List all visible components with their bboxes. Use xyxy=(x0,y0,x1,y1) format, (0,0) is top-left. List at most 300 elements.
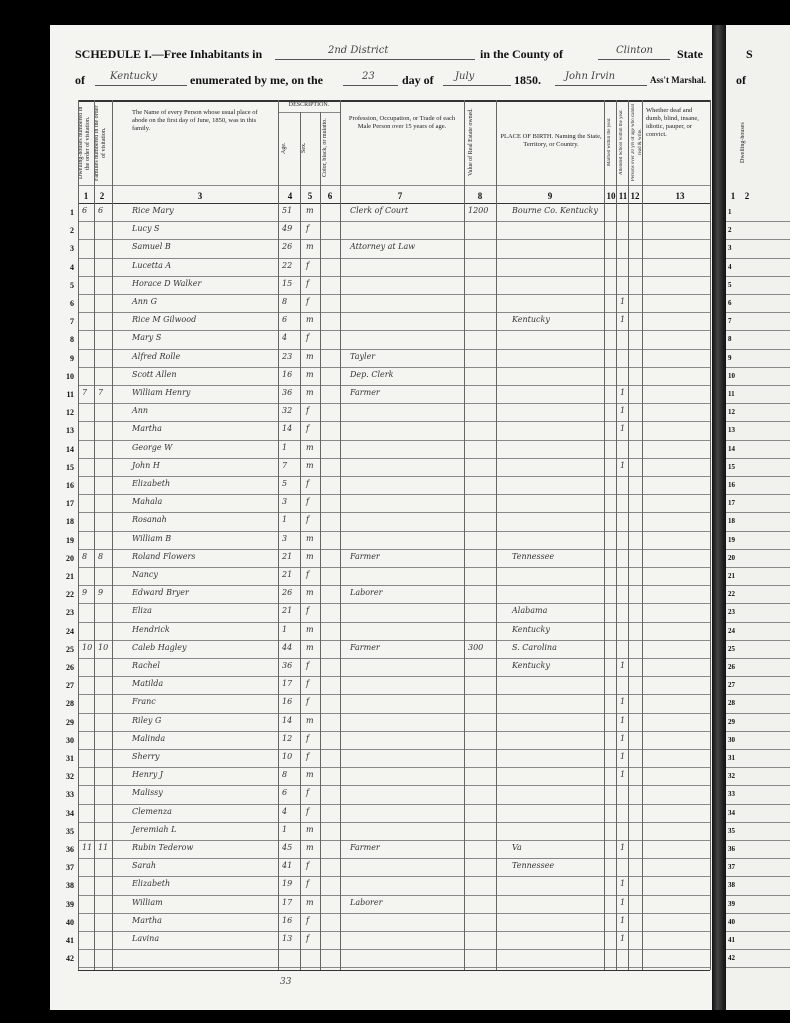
table-row xyxy=(50,221,712,239)
school-mark: 1 xyxy=(620,843,626,852)
table-row xyxy=(50,840,712,858)
table-row xyxy=(50,549,712,567)
sex-value: f xyxy=(306,752,309,761)
school-mark: 1 xyxy=(620,697,626,707)
adjacent-row-number: 25 xyxy=(728,644,735,653)
adjacent-state-label: S xyxy=(746,47,753,61)
sex-value: m xyxy=(306,242,314,252)
enumerated-label: enumerated by me, on the xyxy=(190,73,323,87)
col-illiterate-header: Persons over 20 yrs of age who cannot read & write. xyxy=(631,103,643,181)
table-row xyxy=(50,694,712,712)
person-name: Caleb Hagley xyxy=(132,642,187,652)
row-number: 28 xyxy=(66,699,74,709)
age-value: 21 xyxy=(282,606,293,616)
table-row xyxy=(50,385,712,403)
col-number-6: 6 xyxy=(327,191,333,201)
adjacent-row-number: 7 xyxy=(728,317,732,326)
adjacent-row-rule xyxy=(726,221,790,222)
adjacent-row-number: 18 xyxy=(728,517,735,526)
dwelling-number: 11 xyxy=(82,843,93,852)
occupation-value: Laborer xyxy=(350,897,383,907)
adjacent-row-number: 42 xyxy=(728,954,735,963)
adjacent-row-rule xyxy=(726,822,790,823)
adjacent-row-rule xyxy=(726,294,790,295)
table-row xyxy=(50,785,712,803)
col-occupation-header: Profession, Occupation, or Trade of each Male Person over 15 years of age. xyxy=(348,115,456,130)
age-value: 17 xyxy=(282,897,293,907)
age-value: 13 xyxy=(282,934,293,943)
person-name: Franc xyxy=(132,697,156,707)
table-row xyxy=(50,512,712,530)
adjacent-row-rule xyxy=(726,458,790,459)
person-name: Rosanah xyxy=(132,515,167,525)
sex-value: f xyxy=(306,424,309,434)
person-name: John H xyxy=(132,460,160,470)
row-number: 14 xyxy=(66,444,74,454)
birthplace-value: Kentucky xyxy=(512,661,550,670)
row-number: 42 xyxy=(66,954,74,964)
sex-value: f xyxy=(306,515,309,525)
age-value: 16 xyxy=(282,697,293,707)
person-name: Jeremiah L xyxy=(132,824,177,834)
adjacent-row-rule xyxy=(726,367,790,368)
sex-value: m xyxy=(306,588,314,598)
adjacent-row-number: 6 xyxy=(728,299,732,307)
age-value: 16 xyxy=(282,369,293,379)
adjacent-row-number: 28 xyxy=(728,699,735,708)
sex-value: m xyxy=(306,351,314,361)
adjacent-row-number: 26 xyxy=(728,663,735,671)
person-name: Ann xyxy=(132,406,149,416)
row-number: 35 xyxy=(66,826,74,836)
col-number-3: 3 xyxy=(197,191,203,201)
table-row xyxy=(50,895,712,913)
table-row xyxy=(50,658,712,676)
column-rule xyxy=(78,100,79,970)
col-number-2: 2 xyxy=(99,191,105,201)
family-number: 6 xyxy=(98,206,104,215)
adjacent-row-number: 8 xyxy=(728,335,732,344)
col-name-header: The Name of every Person whose usual place of abode on the first day of June, 1850, was in this family. xyxy=(132,109,258,132)
age-value: 5 xyxy=(282,479,288,488)
row-number: 22 xyxy=(66,590,74,600)
row-number: 11 xyxy=(66,390,74,399)
family-number: 11 xyxy=(98,843,109,852)
sex-value: m xyxy=(306,369,314,379)
family-number: 7 xyxy=(98,388,104,397)
school-mark: 1 xyxy=(620,661,626,670)
person-name: Alfred Rolle xyxy=(132,351,181,361)
sex-value: f xyxy=(306,224,309,234)
age-value: 15 xyxy=(282,278,293,288)
school-mark: 1 xyxy=(620,879,626,889)
row-number: 33 xyxy=(66,790,74,800)
adjacent-row-number: 40 xyxy=(728,917,735,926)
sex-value: f xyxy=(306,570,309,579)
table-row xyxy=(50,294,712,312)
table-row xyxy=(50,367,712,385)
adjacent-row-number: 22 xyxy=(728,590,735,599)
adjacent-row-rule xyxy=(726,785,790,786)
col-number-11: 11 xyxy=(618,191,628,201)
family-number: 10 xyxy=(98,642,109,652)
table-row xyxy=(50,858,712,876)
occupation-value: Clerk of Court xyxy=(350,206,409,215)
census-sheet xyxy=(50,25,712,1010)
col-realestate-header: Value of Real Estate owned. xyxy=(468,108,474,176)
table-row xyxy=(50,731,712,749)
adjacent-row-number: 32 xyxy=(728,772,735,781)
realestate-value: 1200 xyxy=(468,206,489,215)
school-mark: 1 xyxy=(620,715,626,725)
adjacent-row-rule xyxy=(726,476,790,477)
school-mark: 1 xyxy=(620,915,626,925)
age-value: 21 xyxy=(282,551,293,561)
row-number: 24 xyxy=(66,626,74,636)
adjacent-row-number: 11 xyxy=(728,390,735,398)
adjacent-row-number: 9 xyxy=(728,353,732,362)
sex-value: f xyxy=(306,806,309,816)
sex-value: m xyxy=(306,770,314,780)
table-row xyxy=(50,239,712,257)
birthplace-value: Bourne Co. Kentucky xyxy=(512,206,598,215)
school-mark: 1 xyxy=(620,424,626,434)
adjacent-row-rule xyxy=(726,658,790,659)
sex-value: f xyxy=(306,278,309,288)
birthplace-value: Tennessee xyxy=(512,551,555,561)
col-number-9: 9 xyxy=(547,191,553,201)
adjacent-row-rule xyxy=(726,931,790,932)
adjacent-row-rule xyxy=(726,567,790,568)
row-number: 21 xyxy=(66,572,74,581)
table-row xyxy=(50,203,712,221)
adjacent-row-number: 15 xyxy=(728,462,735,471)
age-value: 14 xyxy=(282,715,293,725)
row-number: 3 xyxy=(70,244,74,254)
dwelling-number: 7 xyxy=(82,388,88,397)
occupation-value: Farmer xyxy=(350,388,380,397)
adjacent-row-rule xyxy=(726,585,790,586)
table-row xyxy=(50,258,712,276)
row-number: 8 xyxy=(70,335,74,345)
person-name: Eliza xyxy=(132,606,152,616)
school-mark: 1 xyxy=(620,897,626,907)
adjacent-row-number: 3 xyxy=(728,244,732,253)
table-row xyxy=(50,421,712,439)
row-number: 32 xyxy=(66,772,74,782)
table-row xyxy=(50,931,712,949)
sex-value: f xyxy=(306,406,309,416)
census-table xyxy=(50,25,712,1010)
sex-value: f xyxy=(306,788,309,798)
adjacent-row-number: 13 xyxy=(728,426,735,435)
table-row xyxy=(50,603,712,621)
county-value: Clinton xyxy=(616,45,653,56)
col-description-header: DESCRIPTION. xyxy=(288,102,330,108)
person-name: Malissy xyxy=(132,788,163,798)
adjacent-row-number: 34 xyxy=(728,808,735,817)
adjacent-row-rule xyxy=(726,858,790,859)
occupation-value: Farmer xyxy=(350,551,380,561)
adjacent-row-rule xyxy=(726,239,790,240)
month-value: July xyxy=(455,71,475,82)
school-mark: 1 xyxy=(620,460,626,470)
adjacent-row-rule xyxy=(726,876,790,877)
person-name: Martha xyxy=(132,424,162,434)
age-value: 6 xyxy=(282,315,288,325)
row-number: 19 xyxy=(66,535,74,545)
dwelling-number: 9 xyxy=(82,588,88,598)
col-family-header: Families numbered in the order of visitation. xyxy=(94,105,107,181)
age-value: 3 xyxy=(282,533,288,543)
age-value: 22 xyxy=(282,260,293,270)
sex-value: m xyxy=(306,824,314,834)
column-rule xyxy=(616,100,617,970)
table-row xyxy=(50,403,712,421)
row-number: 38 xyxy=(66,881,74,891)
occupation-value: Farmer xyxy=(350,642,380,652)
table-row xyxy=(50,440,712,458)
day-value: 23 xyxy=(362,71,375,82)
age-value: 3 xyxy=(282,497,288,507)
birthplace-value: Kentucky xyxy=(512,315,550,325)
person-name: Henry J xyxy=(132,770,163,780)
adjacent-row-rule xyxy=(726,385,790,386)
adjacent-row-number: 37 xyxy=(728,863,735,872)
adjacent-row-rule xyxy=(726,676,790,677)
row-number: 18 xyxy=(66,517,74,527)
person-name: Sherry xyxy=(132,752,160,761)
person-name: Lucy S xyxy=(132,224,160,234)
column-rule xyxy=(278,100,279,970)
adjacent-sheet xyxy=(726,25,790,1010)
adjacent-row-rule xyxy=(726,640,790,641)
age-value: 8 xyxy=(282,297,288,306)
person-name: Rice Mary xyxy=(132,206,174,215)
year-label: 1850. xyxy=(514,73,541,87)
sex-value: m xyxy=(306,843,314,852)
age-value: 14 xyxy=(282,424,293,434)
adjacent-row-number: 4 xyxy=(728,262,732,271)
row-number: 25 xyxy=(66,644,74,654)
age-value: 19 xyxy=(282,879,293,889)
row-number: 12 xyxy=(66,408,74,418)
page-number: 33 xyxy=(280,977,292,987)
age-value: 36 xyxy=(282,661,293,670)
adjacent-row-rule xyxy=(726,403,790,404)
sex-value: m xyxy=(306,206,314,215)
adjacent-row-rule xyxy=(726,312,790,313)
age-value: 17 xyxy=(282,679,293,689)
age-value: 1 xyxy=(282,515,288,525)
row-number: 10 xyxy=(66,371,74,381)
school-mark: 1 xyxy=(620,315,626,325)
description-rule xyxy=(278,112,340,113)
school-mark: 1 xyxy=(620,770,626,780)
row-number: 40 xyxy=(66,917,74,927)
table-row xyxy=(50,713,712,731)
column-rule xyxy=(642,100,643,970)
adjacent-row-number: 39 xyxy=(728,899,735,908)
adjacent-col-number-2: 2 xyxy=(744,191,750,201)
family-number: 9 xyxy=(98,588,104,598)
adjacent-row-rule xyxy=(726,840,790,841)
adjacent-row-rule xyxy=(726,603,790,604)
sex-value: f xyxy=(306,879,309,889)
adjacent-row-rule xyxy=(726,767,790,768)
age-value: 36 xyxy=(282,388,293,397)
occupation-value: Laborer xyxy=(350,588,383,598)
adjacent-row-rule xyxy=(726,949,790,950)
row-number: 4 xyxy=(70,262,74,272)
col-school-header: Attended School within the year. xyxy=(619,109,624,175)
person-name: Samuel B xyxy=(132,242,171,252)
adjacent-row-number: 24 xyxy=(728,626,735,635)
occupation-value: Farmer xyxy=(350,843,380,852)
sex-value: f xyxy=(306,333,309,343)
sex-value: m xyxy=(306,460,314,470)
person-name: Lavina xyxy=(132,934,160,943)
age-value: 23 xyxy=(282,351,293,361)
age-value: 16 xyxy=(282,915,293,925)
adjacent-row-number: 12 xyxy=(728,408,735,417)
district-value: 2nd District xyxy=(328,45,389,56)
person-name: Ann G xyxy=(132,297,158,306)
adjacent-row-rule xyxy=(726,421,790,422)
sex-value: m xyxy=(306,715,314,725)
row-number: 27 xyxy=(66,681,74,691)
sex-value: f xyxy=(306,297,309,306)
adjacent-row-rule xyxy=(726,804,790,805)
day-of-label: day of xyxy=(402,73,434,87)
adjacent-row-rule xyxy=(726,749,790,750)
col-number-1: 1 xyxy=(83,191,89,201)
sex-value: f xyxy=(306,661,309,670)
adjacent-row-number: 1 xyxy=(728,208,732,216)
column-rule xyxy=(112,100,113,970)
birthplace-value: Va xyxy=(512,843,522,852)
sex-value: m xyxy=(306,388,314,397)
row-number: 36 xyxy=(66,845,74,854)
age-value: 1 xyxy=(282,442,288,452)
adjacent-row-rule xyxy=(726,967,790,968)
person-name: Elizabeth xyxy=(132,479,171,488)
birthplace-value: Tennessee xyxy=(512,861,555,871)
adjacent-col-header: Dwelling-houses xyxy=(740,122,746,164)
col-number-7: 7 xyxy=(397,191,403,201)
sex-value: f xyxy=(306,679,309,689)
table-row xyxy=(50,676,712,694)
sex-value: f xyxy=(306,606,309,616)
adjacent-row-rule xyxy=(726,512,790,513)
age-value: 4 xyxy=(282,333,288,343)
marshal-name: John Irvin xyxy=(565,71,616,82)
age-value: 26 xyxy=(282,242,293,252)
table-row xyxy=(50,349,712,367)
column-rule xyxy=(604,100,605,970)
column-rule xyxy=(628,100,629,970)
row-number: 5 xyxy=(70,280,74,290)
adjacent-row-rule xyxy=(726,258,790,259)
school-mark: 1 xyxy=(620,752,626,761)
row-number: 39 xyxy=(66,899,74,909)
sex-value: m xyxy=(306,897,314,907)
occupation-value: Tayler xyxy=(350,351,376,361)
adjacent-row-number: 31 xyxy=(728,754,735,762)
row-number: 9 xyxy=(70,353,74,363)
adjacent-row-rule xyxy=(726,494,790,495)
person-name: William xyxy=(132,897,163,907)
row-number: 2 xyxy=(70,226,74,236)
table-row xyxy=(50,949,712,967)
adjacent-row-number: 5 xyxy=(728,280,732,289)
row-number: 16 xyxy=(66,481,74,490)
table-row xyxy=(50,531,712,549)
age-value: 4 xyxy=(282,806,288,816)
table-row xyxy=(50,804,712,822)
birthplace-value: Alabama xyxy=(512,606,548,616)
occupation-value: Attorney at Law xyxy=(350,242,416,252)
col-dwelling-header: Dwelling-houses numbered in the order of visitation. xyxy=(78,106,91,180)
person-name: Riley G xyxy=(132,715,162,725)
sex-value: m xyxy=(306,642,314,652)
column-rule xyxy=(320,112,321,970)
row-number: 34 xyxy=(66,808,74,818)
age-value: 21 xyxy=(282,570,293,579)
dwelling-number: 8 xyxy=(82,551,88,561)
person-name: Elizabeth xyxy=(132,879,171,889)
realestate-value: 300 xyxy=(468,642,484,652)
adjacent-row-number: 16 xyxy=(728,481,735,489)
person-name: George W xyxy=(132,442,173,452)
col-birthplace-header: PLACE OF BIRTH. Naming the State, Territory, or Country. xyxy=(500,133,602,148)
marshal-label: Ass't Marshal. xyxy=(650,75,706,85)
adjacent-row-rule xyxy=(726,531,790,532)
age-value: 51 xyxy=(282,206,293,215)
adjacent-row-rule xyxy=(726,622,790,623)
sex-value: f xyxy=(306,733,309,743)
col-married-header: Married within the year. xyxy=(607,117,612,167)
person-name: Sarah xyxy=(132,861,156,871)
age-value: 41 xyxy=(282,861,293,871)
adjacent-row-number: 38 xyxy=(728,881,735,890)
adjacent-row-rule xyxy=(726,276,790,277)
dwelling-number: 10 xyxy=(82,642,93,652)
row-number: 23 xyxy=(66,608,74,618)
age-value: 49 xyxy=(282,224,293,234)
person-name: Lucetta A xyxy=(132,260,172,270)
adjacent-row-rule xyxy=(726,913,790,914)
table-row xyxy=(50,876,712,894)
adjacent-row-number: 2 xyxy=(728,226,732,235)
column-rule xyxy=(464,100,465,970)
of-label: of xyxy=(75,73,85,87)
sex-value: f xyxy=(306,934,309,943)
col-number-4: 4 xyxy=(287,191,293,201)
table-row xyxy=(50,749,712,767)
row-number: 41 xyxy=(66,936,74,945)
table-row xyxy=(50,585,712,603)
col-number-13: 13 xyxy=(675,191,685,201)
table-row xyxy=(50,767,712,785)
adjacent-row-rule xyxy=(726,349,790,350)
col-sex-header: Sex. xyxy=(301,142,307,154)
state-value: Kentucky xyxy=(110,71,158,82)
table-row xyxy=(50,822,712,840)
person-name: Roland Flowers xyxy=(132,551,196,561)
person-name: Matilda xyxy=(132,679,164,689)
col-number-10: 10 xyxy=(606,191,616,201)
